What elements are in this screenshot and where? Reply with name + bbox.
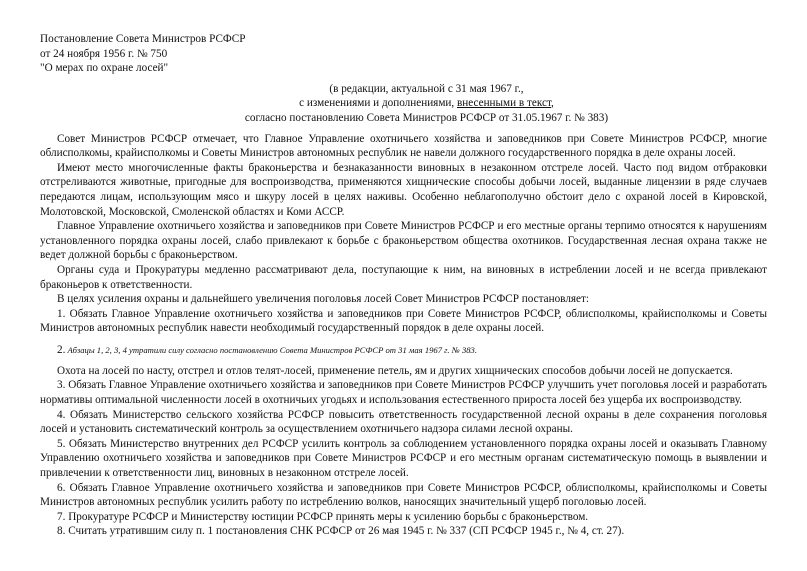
paragraph-resolution: В целях усиления охраны и дальнейшего увеличения поголовья лосей Совет Министров РСФСР постановляет: <box>57 293 590 306</box>
header-title-line-1: Постановление Совета Министров РСФСР <box>40 33 246 45</box>
header-title-line-3: "О мерах по охране лосей" <box>40 62 169 75</box>
edition-line-2-prefix: с изменениями и дополнениями, <box>299 97 457 110</box>
edition-line-2-suffix: , <box>551 97 554 110</box>
clause-7: 7. Прокуратуре РСФСР и Министерству юстиции РСФСР принять меры к усилению борьбы с браконьерством. <box>57 510 589 523</box>
document-body <box>40 132 767 539</box>
paragraph-intro: Совет Министров РСФСР отмечает, что Главное Управление охотничьего хозяйства и заповедников при Совете Министров РСФСР, многие облисполкомы, крайисполкомы и Советы Министров автономных республик не навели должного государственного порядка в деле охраны лосей. <box>40 132 767 160</box>
header-title-line-2: от 24 ноября 1956 г. № 750 <box>40 47 168 60</box>
clause-1: 1. Обязать Главное Управление охотничьего хозяйства и заповедников при Совете Министров РСФСР, облисполкомы, крайисполкомы и Советы Министров автономных республик навести необходимый государственный порядок в деле охраны лосей. <box>40 307 767 335</box>
clause-8: 8. Считать утратившим силу п. 1 постановления СНК РСФСР от 26 мая 1945 г. № 337 (СП РСФСР 1945 г., № 4, ст. 27). <box>57 525 625 538</box>
document-header <box>40 32 767 76</box>
clause-2-text: Охота на лосей по насту, отстрел и отлов телят-лосей, применение петель, ям и других хищнических способов добычи лосей не допускается. <box>57 364 733 377</box>
clause-2-number: 2. <box>57 343 66 356</box>
paragraph-courts: Органы суда и Прокуратуры медленно рассматривают дела, поступающие к ним, на виновных в истреблении лосей и не всегда привлекают браконьеров к ответственности. <box>40 263 767 291</box>
clause-5: 5. Обязать Министерство внутренних дел РСФСР усилить контроль за соблюдением установленного порядка охраны лосей и оказывать Главному Управлению охотничьего хозяйства и заповедников при Совете Министров РСФСР и его местным органам систематическую помощь в выявлении и привлечении к ответственности лиц, виновных в незаконном отстреле лосей. <box>40 437 767 480</box>
edition-line-2 <box>86 96 767 111</box>
paragraph-facts: Имеют место многочисленные факты браконьерства и безнаказанности виновных в незаконном отстреле лосей. Часто под видом отбраковки отстреливаются животные, пригодные для воспроизводства, применяются хищнические способы добычи лосей, выданные лицензии в ряде случаев передаются лицам, использующим мясо и шкуру лосей в целях наживы. Особенно неблагополучно обстоит дело с охраной лосей в Кировской, Молотовской, Московской, Смоленской областях и Коми АССР. <box>40 161 767 218</box>
edition-line-1: (в редакции, актуальной с 31 мая 1967 г., <box>329 82 524 95</box>
clause-6: 6. Обязать Главное Управление охотничьего хозяйства и заповедников при Совете Министров РСФСР, облисполкомы, крайисполкомы и Советы Министров автономных республик усилить работу по истреблению волков, наносящих значительный ущерб поголовью лосей. <box>40 481 767 509</box>
amendments-link[interactable]: внесенными в текст <box>456 97 552 110</box>
edition-line-3: согласно постановлению Совета Министров РСФСР от 31.05.1967 г. № 383) <box>244 111 609 124</box>
clause-2-note-text: Абзацы 1, 2, 3, 4 утратили силу согласно постановлению Совета Министров РСФСР от 31 мая 1967 г. № 383. <box>67 344 477 355</box>
clause-4: 4. Обязать Министерство сельского хозяйства РСФСР повысить ответственность государственной лесной охраны в деле сохранения поголовья лосей и установить систематический контроль за осуществлением охотничьего надзора силами лесной охраны. <box>40 408 767 436</box>
clause-3: 3. Обязать Главное Управление охотничьего хозяйства и заповедников при Совете Министров РСФСР улучшить учет поголовья лосей и разработать нормативы оптимальной численности лосей в охотничьих угодьях и использования естественного прироста лосей без ущерба их воспроизводству. <box>40 379 767 407</box>
clause-2-note <box>40 344 767 356</box>
paragraph-management: Главное Управление охотничьего хозяйства и заповедников при Совете Министров РСФСР и его местные органы терпимо относятся к нарушениям установленного порядка охраны лосей, слабо привлекают к борьбе с браконьерством общества охотников. Государственная лесная охрана также не ведет должной борьбы с браконьерством. <box>40 220 767 262</box>
edition-note <box>40 82 767 126</box>
